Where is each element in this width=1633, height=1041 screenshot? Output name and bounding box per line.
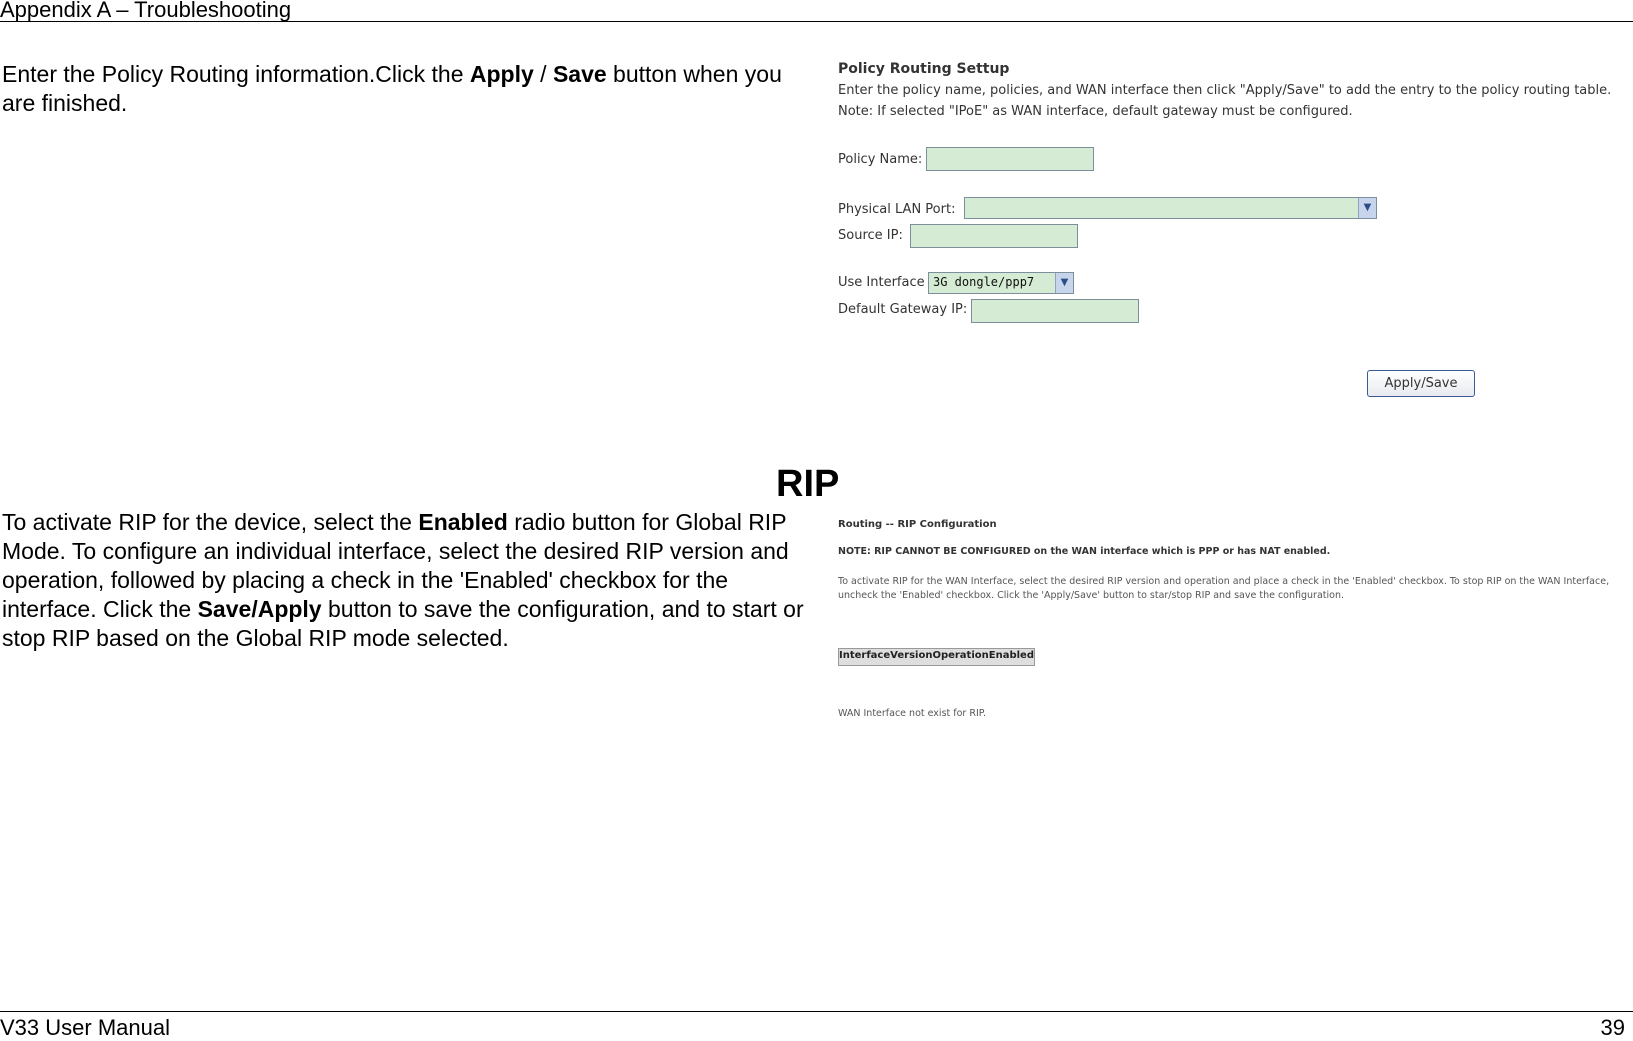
lan-port-label: Physical LAN Port: [838,202,956,217]
rip-bold-apply: Apply [257,596,322,622]
chevron-down-icon[interactable]: ▼ [1358,198,1376,218]
rip-text-2: radio button for Global RIP Mode. To configure an individual interface, select the desired RIP version and operation, followed by placing a check in the 'Enabled' checkbox for the interface. Click the [2,509,789,622]
rip-bold-enabled: Enabled [418,509,508,535]
rip-text-1: To activate RIP for the device, select the [2,509,419,535]
footer-manual-name: V33 User Manual [0,1015,170,1040]
lan-port-select[interactable] [964,197,1377,219]
rip-instructions [2,508,812,653]
rip-table-header [838,648,1035,666]
policy-name-input[interactable] [926,147,1094,171]
chevron-down-icon[interactable]: ▼ [1055,273,1073,293]
policy-routing-note: Note: If selected "IPoE" as WAN interface, default gateway must be configured. [838,104,1353,119]
gateway-label: Default Gateway IP: [838,302,968,317]
policy-text-1: Enter the Policy Routing information.Click the [2,61,470,87]
rip-config-desc: To activate RIP for the WAN Interface, select the desired RIP version and operation and place a check in the 'Enabled' checkbox. To stop RIP on the WAN Interface, uncheck the 'Enabled' checkbox. Click the 'Apply/Save' button to star/stop RIP and save the configuration. [838,576,1610,601]
source-ip-input[interactable] [910,224,1078,248]
rip-status-message: WAN Interface not exist for RIP. [838,708,987,719]
rip-bold-slash: / [251,596,258,622]
rip-config-screenshot [836,516,1626,726]
policy-routing-screenshot [836,58,1626,408]
policy-routing-desc: Enter the policy name, policies, and WAN interface then click "Apply/Save" to add the entry to the policy routing table. [838,83,1612,98]
rip-heading: RIP [776,463,840,505]
policy-sep: / [533,61,553,87]
policy-text-2: button when you are finished. [2,61,782,116]
use-interface-label: Use Interface [838,275,925,290]
rip-config-note: NOTE: RIP CANNOT BE CONFIGURED on the WAN interface which is PPP or has NAT enabled. [838,546,1331,557]
column-header-interface: Interface [839,650,891,661]
column-header-enabled: Enabled [988,650,1034,661]
source-ip-label: Source IP: [838,228,903,243]
policy-routing-title: Policy Routing Settup [838,61,1010,77]
gateway-ip-input[interactable] [971,299,1139,323]
policy-bold-apply: Apply [469,61,534,87]
header-divider [0,21,1633,22]
footer-divider [0,1011,1633,1012]
column-header-operation: Operation [932,650,989,661]
rip-config-title: Routing -- RIP Configuration [838,519,997,530]
use-interface-value: 3G dongle/ppp7 [933,275,1035,289]
footer-page-number: 39 [1600,1015,1625,1040]
use-interface-select[interactable] [928,272,1074,294]
policy-name-label: Policy Name: [838,152,923,167]
apply-save-button[interactable]: Apply/Save [1367,370,1475,397]
policy-bold-save: Save [552,61,607,87]
rip-text-3: button to save the configuration, and to start or stop RIP based on the Global RIP mode selected. [2,596,804,651]
policy-instructions [2,60,802,118]
rip-bold-save: Save [197,596,252,622]
column-header-version: Version [890,650,933,661]
page-header-title: Appendix A – Troubleshooting [0,0,292,22]
